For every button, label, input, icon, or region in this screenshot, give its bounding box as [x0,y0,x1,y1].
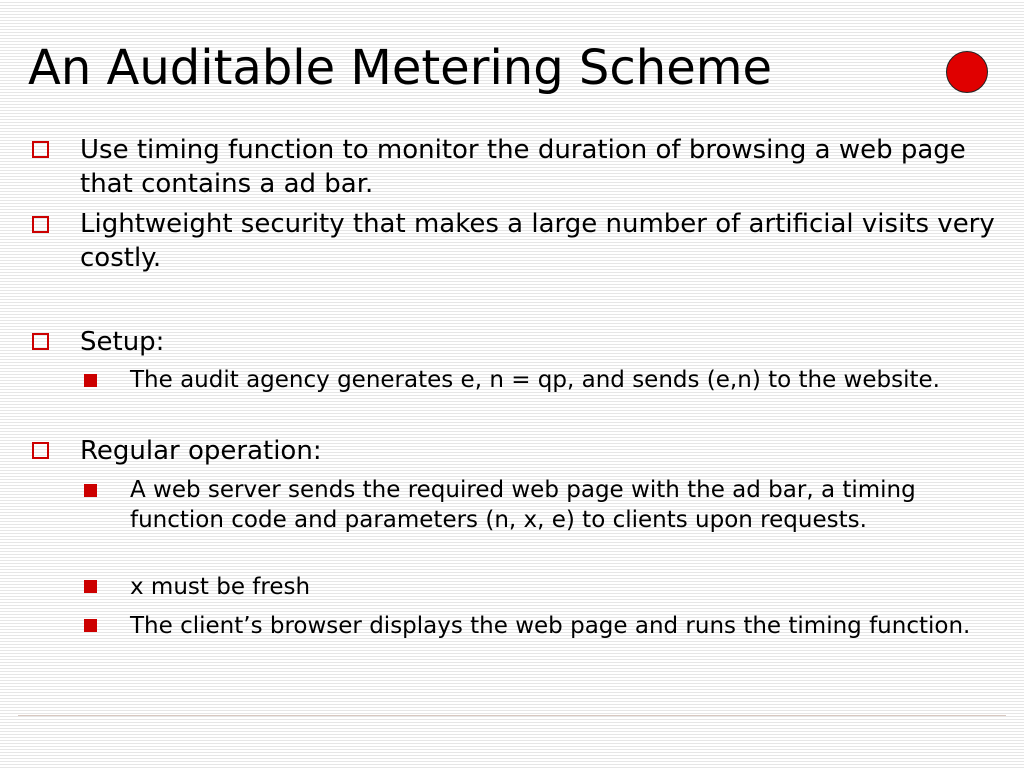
sub-bullet-regular-1: A web server sends the required web page with the ad bar, a timing function code and parameters (n, x, e) to clients upon requests. [130,477,916,533]
hollow-square-bullet-icon [32,141,49,158]
slide-title: An Auditable Metering Scheme [28,40,773,96]
sub-bullet-regular-3: The client’s browser displays the web page and runs the timing function. [130,613,971,639]
bullet-text-setup: Setup: [80,327,165,357]
bullet-text-regular-operation: Regular operation: [80,436,322,466]
hollow-square-bullet-icon [32,442,49,459]
filled-square-bullet-icon [84,374,97,387]
filled-square-bullet-icon [84,580,97,593]
filled-square-bullet-icon [84,619,97,632]
bullet-text-1: Use timing function to monitor the duration of browsing a web page that contains a ad bar. [80,135,966,199]
sub-bullet-setup-1: The audit agency generates e, n = qp, and sends (e,n) to the website. [130,367,940,393]
red-dot-decoration [946,51,988,93]
bottom-divider [18,715,1006,716]
filled-square-bullet-icon [84,484,97,497]
sub-bullet-regular-2: x must be fresh [130,574,311,600]
hollow-square-bullet-icon [32,333,49,350]
bullet-text-2: Lightweight security that makes a large number of artificial visits very costly. [80,209,995,273]
hollow-square-bullet-icon [32,216,49,233]
